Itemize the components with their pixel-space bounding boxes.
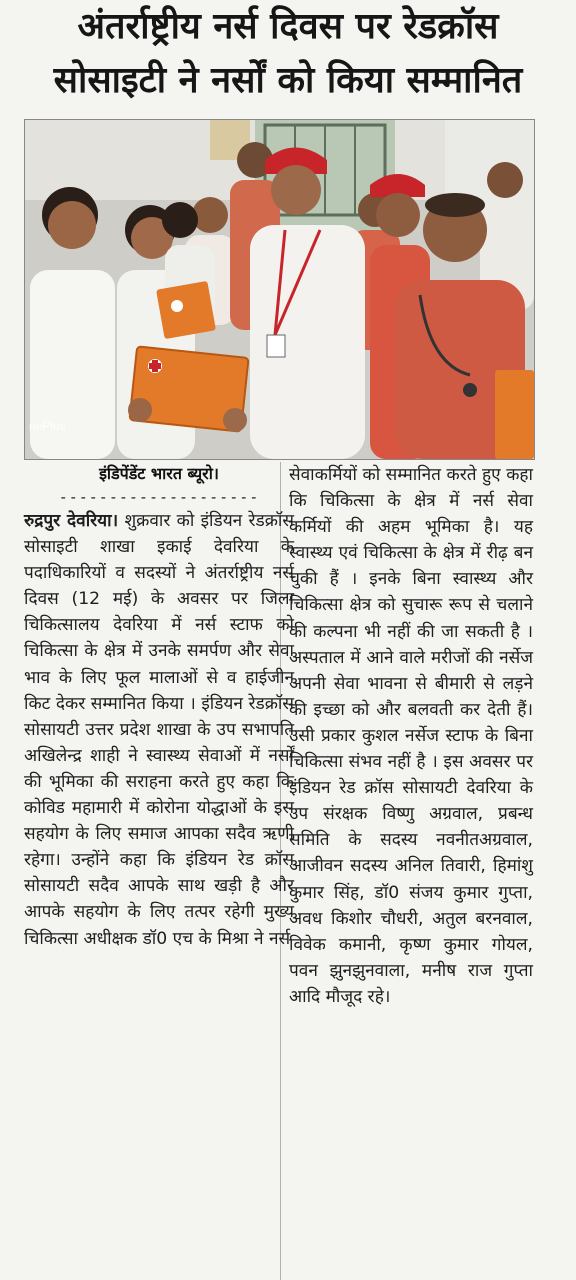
news-photo: [24, 119, 535, 460]
right-column: [289, 462, 533, 1010]
byline: इंडिपेंडेंट भारत ब्यूरो।: [99, 464, 219, 483]
dateline: रुद्रपुर देवरिया।: [24, 511, 119, 531]
right-column-text: सेवाकर्मियों को सम्मानित करते हुए कहा कि चिकित्सा के क्षेत्र में नर्स सेवा कर्मियों की अहम भूमिका है। यह स्वास्थ्य एवं चिकित्सा के क्षेत्र में रीढ़ बन चुकी हैं । इनके बिना स्वास्थ्य और चिकित्सा क्षेत्र को सुचारू रूप से चलाने की कल्पना भी नहीं की जा सकती है । अस्पताल में आने वाले मरीजों की नर्सेज अपनी सेवा भावना से बीमारी से लड़ने की इच्छा को और बलवती कर देती हैं।उसी प्रकार कुशल नर्सेज स्टाफ के बिना चिकित्सा संभव नहीं है । इस अवसर पर इंडियन रेड क्रॉस सोसायटी देवरिया के उप संरक्षक विष्णु अग्रवाल, प्रबन्ध समिति के सदस्य नवनीतअग्रवाल, आजीवन सदस्य अनिल तिवारी, हिमांशु कुमार सिंह, डॉ0 संजय कुमार गुप्ता, अवध किशोर चौधरी, अतुल बरनवाल, विवेक कमानी, कृष्ण कुमार गोयल, पवन झुनझुनवाला, मनीष राज गुप्ता आदि मौजूद रहे।: [289, 465, 533, 1007]
left-column: [24, 462, 294, 952]
left-body: शुक्रवार को इंडियन रेडक्रॉस सोसाइटी शाखा इकाई देवरिया के पदाधिकारियों व सदस्यों ने अंतर्राष्ट्रीय नर्स दिवस (12 मई) के अवसर पर जिला चिकित्सालय देवरिया में नर्स स्टाफ को चिकित्सा के क्षेत्र में उनके समर्पण और सेवा भाव के लिए फूल मालाओं से व हाईजीन किट देकर सम्मानित किया । इंडियन रेडक्रॉस सोसायटी उत्तर प्रदेश शाखा के उप सभापति अखिलेन्द्र शाही ने स्वास्थ्य सेवाओं में नर्सों की भूमिका की सराहना करते हुए कहा कि कोविड महामारी में कोरोना योद्धाओं के इस सहयोग के लिए समाज आपका सदैव ऋणी रहेगा। उन्होंने कहा कि इंडियन रेड क्रॉस सोसायटी सदैव आपके साथ खड़ी है और आपके सहयोग के लिए तत्पर रहेगी मुख्य चिकित्सा अधीक्षक डॉ0 एच के मिश्रा ने नर्स: [24, 511, 295, 949]
headline: [0, 0, 576, 112]
byline-separator: --------------------: [58, 488, 260, 506]
headline-line-1: अंतर्राष्ट्रीय नर्स दिवस पर रेडक्रॉस: [77, 6, 499, 47]
nurses-ceremony-photo: [25, 120, 534, 459]
photo-watermark: nePlus: [29, 419, 66, 433]
left-column-text: [24, 508, 294, 952]
headline-line-2: सोसाइटी ने नर्सों को किया सम्मानित: [53, 60, 523, 101]
